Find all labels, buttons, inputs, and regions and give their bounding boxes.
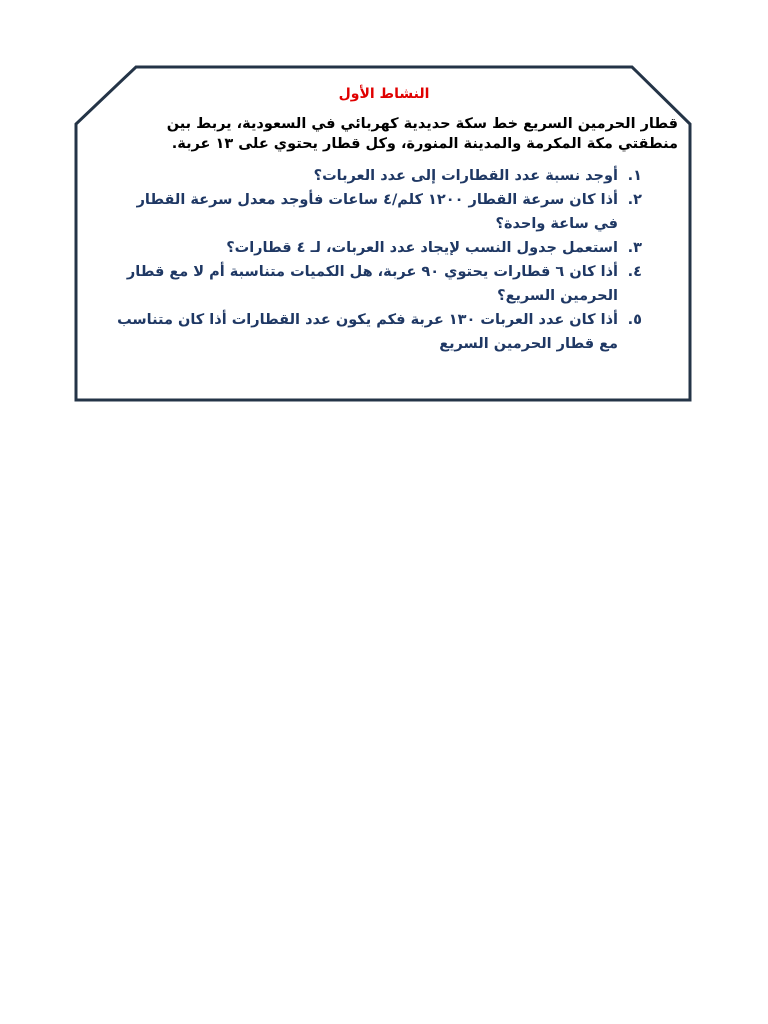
- question-text: استعمل جدول النسب لإيجاد عدد العربات، لـ ٤ قطارات؟: [226, 240, 618, 256]
- question-item: [116, 236, 642, 260]
- question-text: أوجد نسبة عدد القطارات إلى عدد العربات؟: [313, 168, 618, 184]
- activity-title: النشاط الأول: [338, 86, 430, 102]
- question-text: أذا كان سرعة القطار ١٢٠٠ كلم/٤ ساعات فأوجد معدل سرعة القطار في ساعة واحدة؟: [136, 192, 618, 232]
- question-text: أذا كان عدد العربات ١٣٠ عربة فكم يكون عدد القطارات أذا كان متناسب مع قطار الحرمين السريع: [117, 312, 618, 352]
- question-number: ٥.: [627, 312, 642, 328]
- question-number: ٤.: [627, 264, 642, 280]
- question-text: أذا كان ٦ قطارات يحتوي ٩٠ عربة، هل الكميات متناسبة أم لا مع قطار الحرمين السريع؟: [126, 264, 618, 304]
- activity-card: [80, 84, 688, 356]
- question-item: [116, 188, 642, 236]
- question-item: [116, 164, 642, 188]
- question-list: [80, 164, 688, 356]
- question-item: [116, 308, 642, 356]
- question-number: ١.: [627, 168, 642, 184]
- activity-intro: قطار الحرمين السريع خط سكة حديدية كهربائي في السعودية، يربط بين منطقتي مكة المكرمة والمدينة المنورة، وكل قطار يحتوي على ١٣ عربة.: [166, 116, 678, 152]
- question-number: ٣.: [627, 240, 642, 256]
- question-number: ٢.: [627, 192, 642, 208]
- question-item: [116, 260, 642, 308]
